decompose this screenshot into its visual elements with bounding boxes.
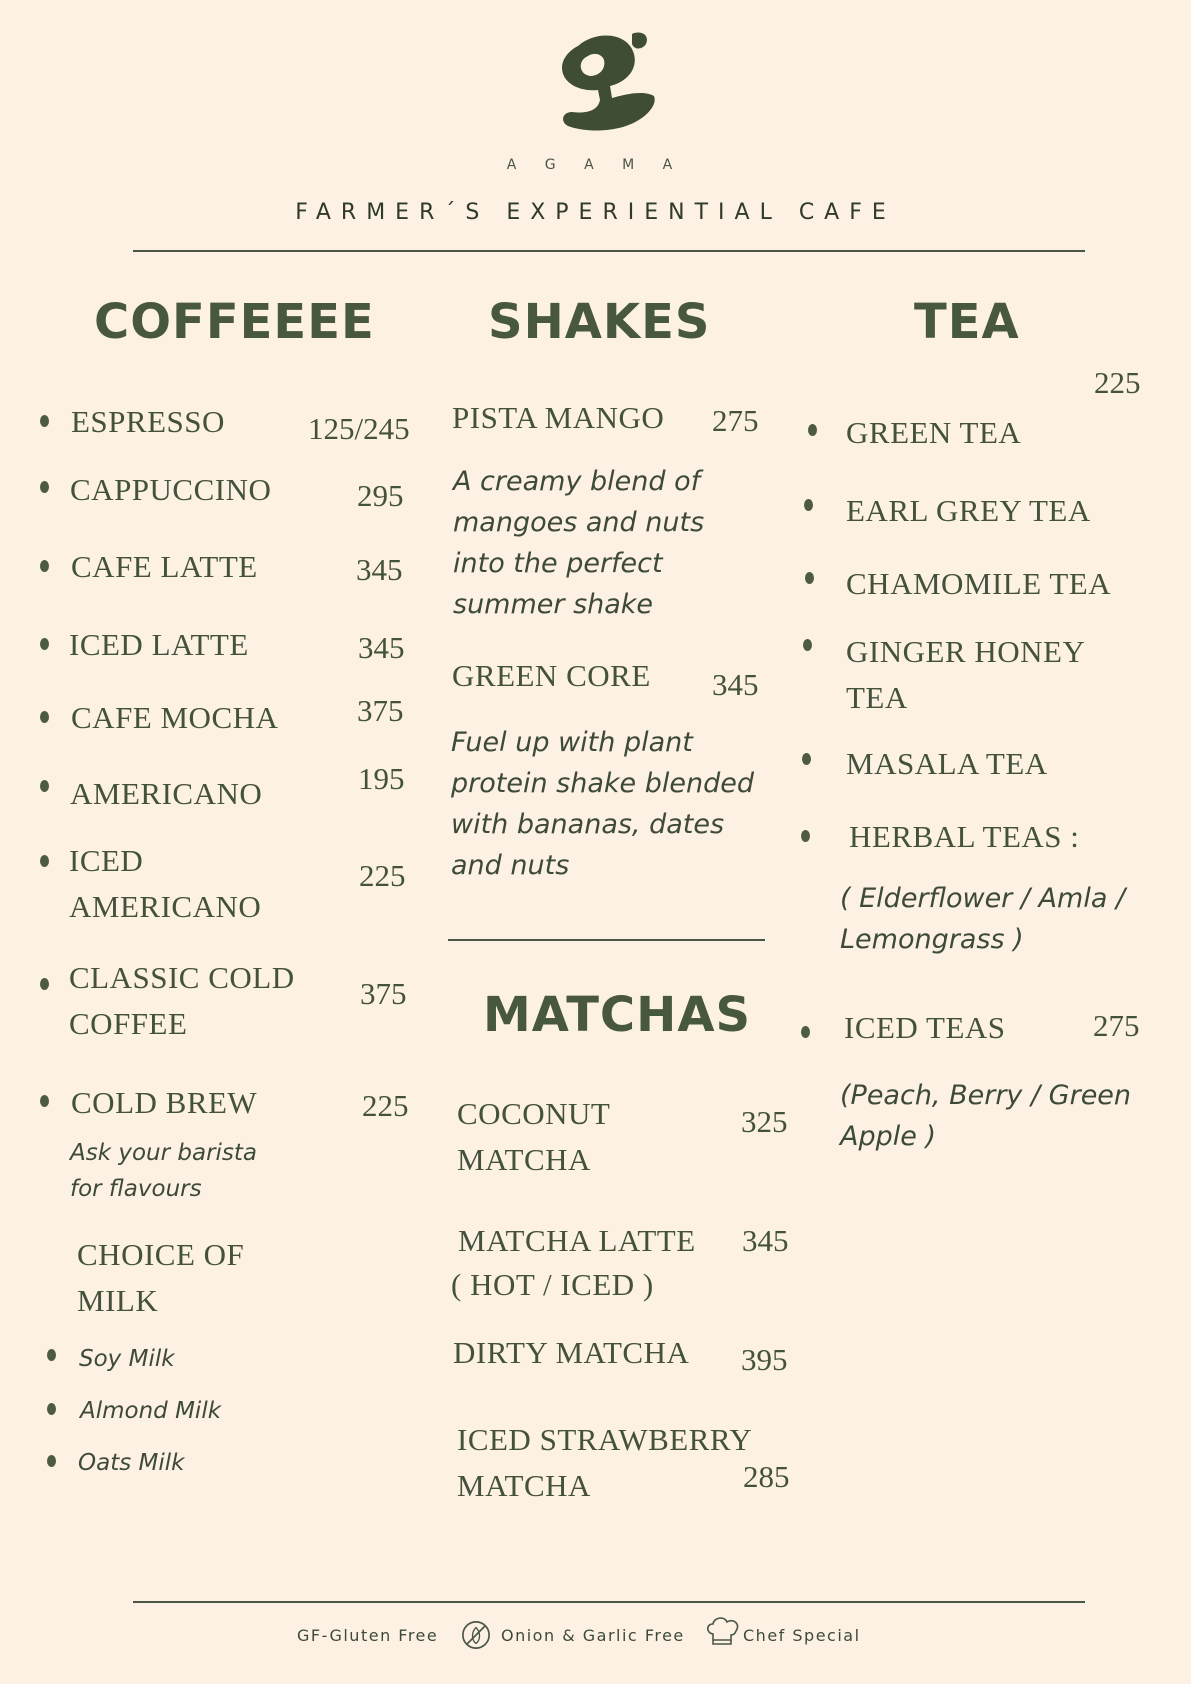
coffee-item-price: 345 bbox=[356, 552, 403, 587]
coffee-item-price: 375 bbox=[357, 693, 404, 728]
onion-garlic-free-icon bbox=[461, 1620, 491, 1650]
coffee-item-price: 125/245 bbox=[308, 411, 410, 446]
shake-description: Fuel up with plant protein shake blended with bananas, dates and nuts bbox=[451, 727, 754, 881]
legend-chef-special: Chef Special bbox=[743, 1626, 861, 1645]
legend-onion-garlic-free: Onion & Garlic Free bbox=[501, 1626, 685, 1645]
coffee-item-name: ICED LATTE bbox=[69, 627, 249, 662]
bullet-icon bbox=[40, 415, 49, 427]
matcha-item-name: MATCHA LATTE bbox=[458, 1223, 696, 1258]
matcha-item-price: 395 bbox=[741, 1342, 788, 1377]
coffee-item-name: CAPPUCCINO bbox=[70, 472, 272, 507]
coffee-item-price: 345 bbox=[358, 630, 405, 665]
shake-item-price: 345 bbox=[712, 667, 759, 702]
cafe-tagline: FARMER´S EXPERIENTIAL CAFE bbox=[295, 200, 896, 225]
shake-item-name: GREEN CORE bbox=[452, 658, 651, 693]
tea-item-name: EARL GREY TEA bbox=[846, 493, 1091, 528]
milk-option: Oats Milk bbox=[78, 1450, 185, 1476]
coffee-item-price: 195 bbox=[358, 761, 405, 796]
tea-item-name: GREEN TEA bbox=[846, 415, 1022, 450]
coffee-item-price: 295 bbox=[357, 478, 404, 513]
coffee-item-name: ICED AMERICANO bbox=[69, 843, 262, 924]
tea-item-name: HERBAL TEAS : bbox=[849, 819, 1080, 854]
milk-option: Almond Milk bbox=[80, 1398, 222, 1424]
coffee-item-name: CAFE LATTE bbox=[71, 549, 258, 584]
bullet-icon bbox=[40, 780, 49, 792]
chef-hat-icon bbox=[703, 1614, 743, 1650]
coffee-item-name: CAFE MOCHA bbox=[71, 700, 279, 735]
agama-logo-icon bbox=[548, 28, 664, 144]
bullet-icon bbox=[801, 830, 810, 842]
coffee-item-name: ESPRESSO bbox=[71, 404, 225, 439]
matcha-item-price: 325 bbox=[741, 1104, 788, 1139]
matcha-item-price: 345 bbox=[742, 1223, 789, 1258]
shakes-heading: SHAKES bbox=[488, 294, 711, 350]
shake-item-name: PISTA MANGO bbox=[452, 400, 665, 435]
legend-gluten-free: GF-Gluten Free bbox=[297, 1626, 439, 1645]
cold-brew-note: Ask your barista for flavours bbox=[70, 1140, 258, 1202]
milk-option: Soy Milk bbox=[79, 1346, 175, 1372]
matcha-item-name: ICED STRAWBERRY MATCHA bbox=[457, 1422, 752, 1503]
bullet-icon bbox=[805, 572, 814, 584]
coffee-item-name: COLD BREW bbox=[71, 1085, 258, 1120]
coffee-item-name: CLASSIC COLD COFFEE bbox=[69, 960, 295, 1041]
bullet-icon bbox=[802, 753, 811, 765]
bullet-icon bbox=[40, 638, 49, 650]
bullet-icon bbox=[40, 978, 49, 990]
iced-teas-name: ICED TEAS bbox=[844, 1010, 1006, 1045]
matchas-heading: MATCHAS bbox=[483, 987, 752, 1043]
iced-teas-price: 275 bbox=[1093, 1008, 1140, 1043]
bullet-icon bbox=[47, 1455, 56, 1467]
bullet-icon bbox=[808, 424, 817, 436]
bullet-icon bbox=[801, 1026, 810, 1038]
coffee-item-name: AMERICANO bbox=[70, 776, 263, 811]
iced-teas-note: (Peach, Berry / Green Apple ) bbox=[840, 1080, 1132, 1152]
choice-of-milk-heading: CHOICE OF MILK bbox=[77, 1237, 245, 1318]
shake-description: A creamy blend of mangoes and nuts into the perfect summer shake bbox=[453, 466, 705, 620]
bullet-icon bbox=[40, 711, 49, 723]
tea-item-name: MASALA TEA bbox=[846, 746, 1048, 781]
brand-name: A G A M A bbox=[506, 157, 685, 173]
coffee-item-price: 225 bbox=[359, 858, 406, 893]
matcha-item-name: DIRTY MATCHA bbox=[453, 1335, 690, 1370]
herbal-teas-note: ( Elderflower / Amla / Lemongrass ) bbox=[840, 883, 1126, 955]
matcha-item-price: 285 bbox=[743, 1459, 790, 1494]
shake-item-price: 275 bbox=[712, 403, 759, 438]
shakes-divider bbox=[448, 939, 765, 941]
coffee-item-price: 375 bbox=[360, 976, 407, 1011]
matcha-item-name: COCONUT MATCHA bbox=[457, 1096, 610, 1177]
bullet-icon bbox=[40, 855, 49, 867]
tea-heading: TEA bbox=[914, 294, 1020, 350]
tea-item-name: GINGER HONEY TEA bbox=[846, 634, 1085, 715]
bullet-icon bbox=[40, 481, 49, 493]
matcha-item-sub: ( HOT / ICED ) bbox=[451, 1267, 654, 1302]
bullet-icon bbox=[40, 1095, 49, 1107]
bullet-icon bbox=[47, 1349, 56, 1361]
tea-item-name: CHAMOMILE TEA bbox=[846, 566, 1112, 601]
header-divider bbox=[133, 250, 1085, 252]
footer-divider bbox=[133, 1601, 1085, 1603]
bullet-icon bbox=[804, 499, 813, 511]
tea-price: 225 bbox=[1094, 365, 1141, 400]
bullet-icon bbox=[803, 639, 812, 651]
bullet-icon bbox=[40, 560, 49, 572]
coffee-item-price: 225 bbox=[362, 1088, 409, 1123]
coffee-heading: COFFEEEE bbox=[94, 294, 375, 350]
bullet-icon bbox=[47, 1403, 56, 1415]
